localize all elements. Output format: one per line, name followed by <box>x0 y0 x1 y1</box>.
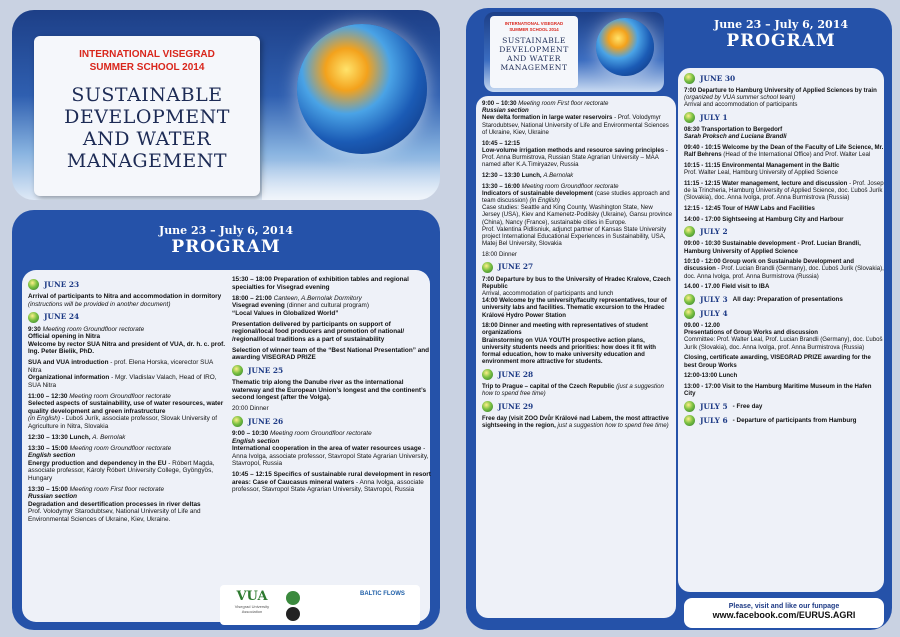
day-june24: JUNE 24 <box>28 312 228 323</box>
right-column-1 <box>482 100 672 433</box>
day-june23: JUNE 23 <box>28 279 228 290</box>
june25-entry-2: 20:00 Dinner <box>232 405 269 412</box>
june24-entry-5: 13:30 – 15:00 Meeting room First floor rectorate Russian section Degradation and desertification processes in river deltas Prof. Volodymyr Starodubtsev, National University of Life and Environmental Sciences of Ukraine, Kiev, Ukraine. <box>28 485 201 523</box>
july1-entry-5: 12:15 - 12:45 Tour of HAW Labs and Facilities <box>684 204 815 212</box>
right-column-2 <box>684 70 884 429</box>
june24-entry-6: 15:30 – 18:00 Preparation of exhibition tables and regional specialties for Visegrad evening <box>232 276 409 291</box>
june25-entry-1: Thematic trip along the Danube river as the international waterway and the European Union’s longest and the continent’s second longest (after the Volga). <box>232 379 427 401</box>
july2-entry-3: 14.00 - 17.00 Field visit to IBA <box>684 283 770 291</box>
june30-entry: 7:00 Departure to Hamburg University of Applied Sciences by train (organized by VUA summer school team) Arrival and accommodation of participants <box>684 87 877 109</box>
june26-dinner: 18:00 Dinner <box>482 250 517 258</box>
baltic-flows-logo: BALTIC FLOWS <box>360 591 405 597</box>
globe-icon <box>684 308 695 319</box>
right-program-panel <box>466 8 892 630</box>
left-column-1 <box>28 276 228 527</box>
june26-entry-2: 10:45 – 12:15 Specifics of sustainable rural development in resort areas: Case of Caucasus mineral waters - Anna Ivolga, associate professor, Stavropol State Agrarian University, Stavropol, Russia <box>232 471 431 493</box>
june26-entry-5: 13:30 – 16:00 Meeting room Groundfloor rectorate Indicators of sustainable development (case studies approach and team discussion) (in English) Case studies: Seattle and King County, Washington State, New Jersey (USA), Kiev and Kamenetz-Podilsky (Ukraine), Gansu province (China), Nancy (France), sustainable cities in Europe. Prof. Valentina Pidlisniuk, adjunct partner of Kansas State University project International Educational Experiences in Sustainability, USA, Matej Bel University, Slovakia <box>482 182 672 248</box>
globe-icon <box>482 401 493 412</box>
june24-entry-9: Selection of winner team of the “Best National Presentation” and awarding VISEGRAD PRIZE <box>232 346 430 361</box>
july4-entry-2: Closing, certificate awarding, VISEGRAD PRIZE awarding for the best Group Works <box>684 354 871 369</box>
july1-entry-4: 11:15 - 12:15 Water management, lecture and discussion - Prof. Josep de la Trincheria, Hamburg University of Applied Science, doc. Ľuboš Jurík (Slovakia), doc. Anna Ivolga, prof. Anna Burmistrova (Russia) <box>684 179 884 202</box>
june24-lunch: 12:30 – 13:30 Lunch, A. Bernolak <box>28 433 126 441</box>
day-june25: JUNE 25 <box>232 365 432 376</box>
july1-entry-2: 09:40 - 10:15 Welcome by the Dean of the Faculty of Life Science, Mr. Ralf Behrens (Head of the International Office) and Prof. Walter Leal <box>684 144 884 159</box>
globe-icon <box>482 369 493 380</box>
fb-invite: Please, visit and like our funpage <box>728 603 840 610</box>
program-label: PROGRAM <box>171 237 281 257</box>
july1-entry-6: 14:00 - 17:00 Sightseeing at Hamburg City and Harbour <box>684 215 844 223</box>
globe-icon <box>232 365 243 376</box>
day-june27: JUNE 27 <box>482 262 672 273</box>
school-title-line2: SUMMER SCHOOL 2014 <box>89 62 205 73</box>
june29-entry: Free day (visit ZOO Dvůr Králové nad Labem, the most attractive sightseeing in the region, just a suggestion how to spend free time) <box>482 414 669 430</box>
july4-entry-1: 09.00 - 12.00 Presentations of Group Works and discussion Committee: Prof. Walter Leal, Prof. Lucian Brandli (Germany), doc. Ľuboš Jurík (Slovakia), doc. Anna Ivolga, prof. Anna Burmistrova (Russia) <box>684 322 883 351</box>
june24-entry-1: 9:30 Meeting room Groundfloor rectorate Official opening in Nitra Welcome by rector SUA Nitra and president of VUA, dr. h. c. prof. Ing. Peter Bielik, PhD. <box>28 325 226 355</box>
thumb-title: INTERNATIONAL VISEGRAD SUMMER SCHOOL 2014 <box>504 21 564 32</box>
june26-lunch: 12:30 – 13:30 Lunch, A.Bernolak <box>482 171 574 179</box>
june24-entry-2: SUA and VUA introduction - prof. Elena Horska, vicerector SUA Nitra Organizational information - Mgr. Vladislav Valach, Head of IRO, SUA Nitra <box>28 359 217 389</box>
june28-entry: Trip to Prague – capital of the Czech Republic (just a suggestion how to spend free time) <box>482 383 664 398</box>
july1-entry-3: 10:15 - 11:15 Environmental Management in the Baltic Prof. Walter Leal, Hamburg University of Applied Science <box>684 161 840 177</box>
july4-entry-3: 12:00-13:00 Lunch <box>684 372 738 380</box>
day-july6: JULY 6 - Departure of participants from Hamburg <box>684 415 884 426</box>
july1-entry-1: 08:30 Transportation to Bergedorf Sarah Proksch and Luciana Brandli <box>684 126 787 141</box>
day-june29: JUNE 29 <box>482 401 672 412</box>
globe-icon <box>232 416 243 427</box>
thumbnail-card <box>490 16 578 88</box>
sua-logo <box>286 591 300 605</box>
left-column-2 <box>232 276 432 497</box>
program-dates: June 23 – July 6, 2014 <box>158 224 294 237</box>
theme-line1: SUSTAINABLE <box>71 84 223 106</box>
june23-entry: Arrival of participants to Nitra and accommodation in dormitory (instructions will be provided in another document) <box>28 293 222 308</box>
globe-icon <box>684 401 695 412</box>
thumb-theme: SUSTAINABLE DEVELOPMENT AND WATER MANAGEMENT <box>499 36 569 72</box>
school-title-line1: INTERNATIONAL VISEGRAD <box>79 49 215 60</box>
day-july2: JULY 2 <box>684 226 884 237</box>
program-header <box>12 224 440 257</box>
globe-icon <box>482 262 493 273</box>
globe-icon <box>684 415 695 426</box>
partner-logos <box>220 585 420 625</box>
globe-icon <box>28 312 39 323</box>
theme-line4: MANAGEMENT <box>66 150 228 172</box>
july4-entry-4: 13:00 - 17:00 Visit to the Hamburg Maritime Museum in the Hafen City <box>684 382 872 398</box>
day-july5: JULY 5 - Free day <box>684 401 884 412</box>
globe-icon <box>684 112 695 123</box>
left-program-panel <box>12 210 440 630</box>
globe-icon <box>684 73 695 84</box>
june26-entry-1: 9:00 – 10:30 Meeting room Groundfloor rectorate English section International cooperation in the area of water resources usage - Anna Ivolga, associate professor, Stavropol State Agrarian University, Stavropol, Russia <box>232 430 429 467</box>
july2-entry-1: 09:00 - 10:30 Sustainable development - Prof. Lucian Brandli, Hamburg University of Applied Science <box>684 240 861 255</box>
theme-line3: AND WATER <box>82 128 212 150</box>
fb-link[interactable]: www.facebook.com/EURUS.AGRI <box>712 610 856 620</box>
uhk-logo <box>286 607 300 621</box>
thumb-globe <box>596 18 654 76</box>
june26-entry-4: 10:45 – 12:15 Low-volume irrigation methods and resource saving principles - Prof. Anna Burmistrova, Russian State Agrarian University – MAA named after K.A.Timiryazev, Russia <box>482 139 668 169</box>
june24-entry-4: 13:30 – 15:00 Meeting room Groundfloor rectorate English section Energy production and dependency in the EU - Róbert Magda, associate professor, Károly Róbert University College, Gyöngyös, Hungary <box>28 444 215 482</box>
june26-entry-3: 9:00 – 10:30 Meeting room First floor rectorate Russian section New delta formation in large water reservoirs - Prof. Volodymyr Starodubtsev, National University of Life and Environmental Sciences of Ukraine, Kiev, Ukraine <box>482 100 669 136</box>
banner <box>12 10 440 200</box>
june27-entry-2: 18:00 Dinner and meeting with representatives of student organizations Brainstorming on VUA YOUTH prospective action plans, university students needs and priorities: how does it fit with formal education, how to make university education and environment more attractive for students. <box>482 322 657 366</box>
globe-icon <box>684 226 695 237</box>
day-june28: JUNE 28 <box>482 369 672 380</box>
day-june26: JUNE 26 <box>232 416 432 427</box>
june24-entry-7: 18:00 – 21:00 Canteen, A.Bernolak Dormitory Visegrad evening (dinner and cultural program) “Local Values in Globalized World” <box>232 294 370 317</box>
right-program-header: June 23 – July 6, 2014 PROGRAM <box>713 18 849 51</box>
globe-icon <box>684 294 695 305</box>
june24-entry-3: 11:00 – 12:30 Meeting room Groundfloor rectorate Selected aspects of sustainability, use of water resources, water quality development and green infrastructure (in English) - Ľuboš Jurík, associate professor, Slovak University of Agriculture in Nitra, Slovakia <box>28 392 224 430</box>
july2-entry-2: 10:10 - 12:00 Group work on Sustainable Development and discussion - Prof. Lucian Brandli (Germany), doc. Ľuboš Jurík (Slovakia), doc. Anna Ivolga, prof. Anna Burmistrova (Russia) <box>684 258 884 280</box>
day-july3: JULY 3 All day: Preparation of presentations <box>684 294 884 305</box>
theme-line2: DEVELOPMENT <box>64 106 230 128</box>
day-july4: JULY 4 <box>684 308 884 319</box>
school-title <box>34 48 260 74</box>
globe-icon <box>28 279 39 290</box>
day-july1: JULY 1 <box>684 112 884 123</box>
title-card <box>34 36 260 196</box>
june27-entry-1: 7:00 Departure by bus to the University of Hradec Kralove, Czech Republic Arrival, accommodation of participants and lunch 14:00 Welcome by the university/faculty representatives, tour of university labs and facilities. Thematic excursion to the Hradec Králové Hydro Power Station <box>482 275 671 319</box>
theme-title <box>34 84 260 172</box>
june24-entry-8: Presentation delivered by participants on support of regional/local food producers and promotion of national/ /regional/local traditions as a part of sustainability <box>232 320 405 343</box>
globe-image <box>297 24 427 154</box>
water-reflection <box>262 160 440 200</box>
day-june30: JUNE 30 <box>684 73 884 84</box>
facebook-box <box>684 598 884 628</box>
thumbnail-banner <box>484 12 664 92</box>
vua-logo: VUA Visegrad University Association <box>234 589 270 614</box>
